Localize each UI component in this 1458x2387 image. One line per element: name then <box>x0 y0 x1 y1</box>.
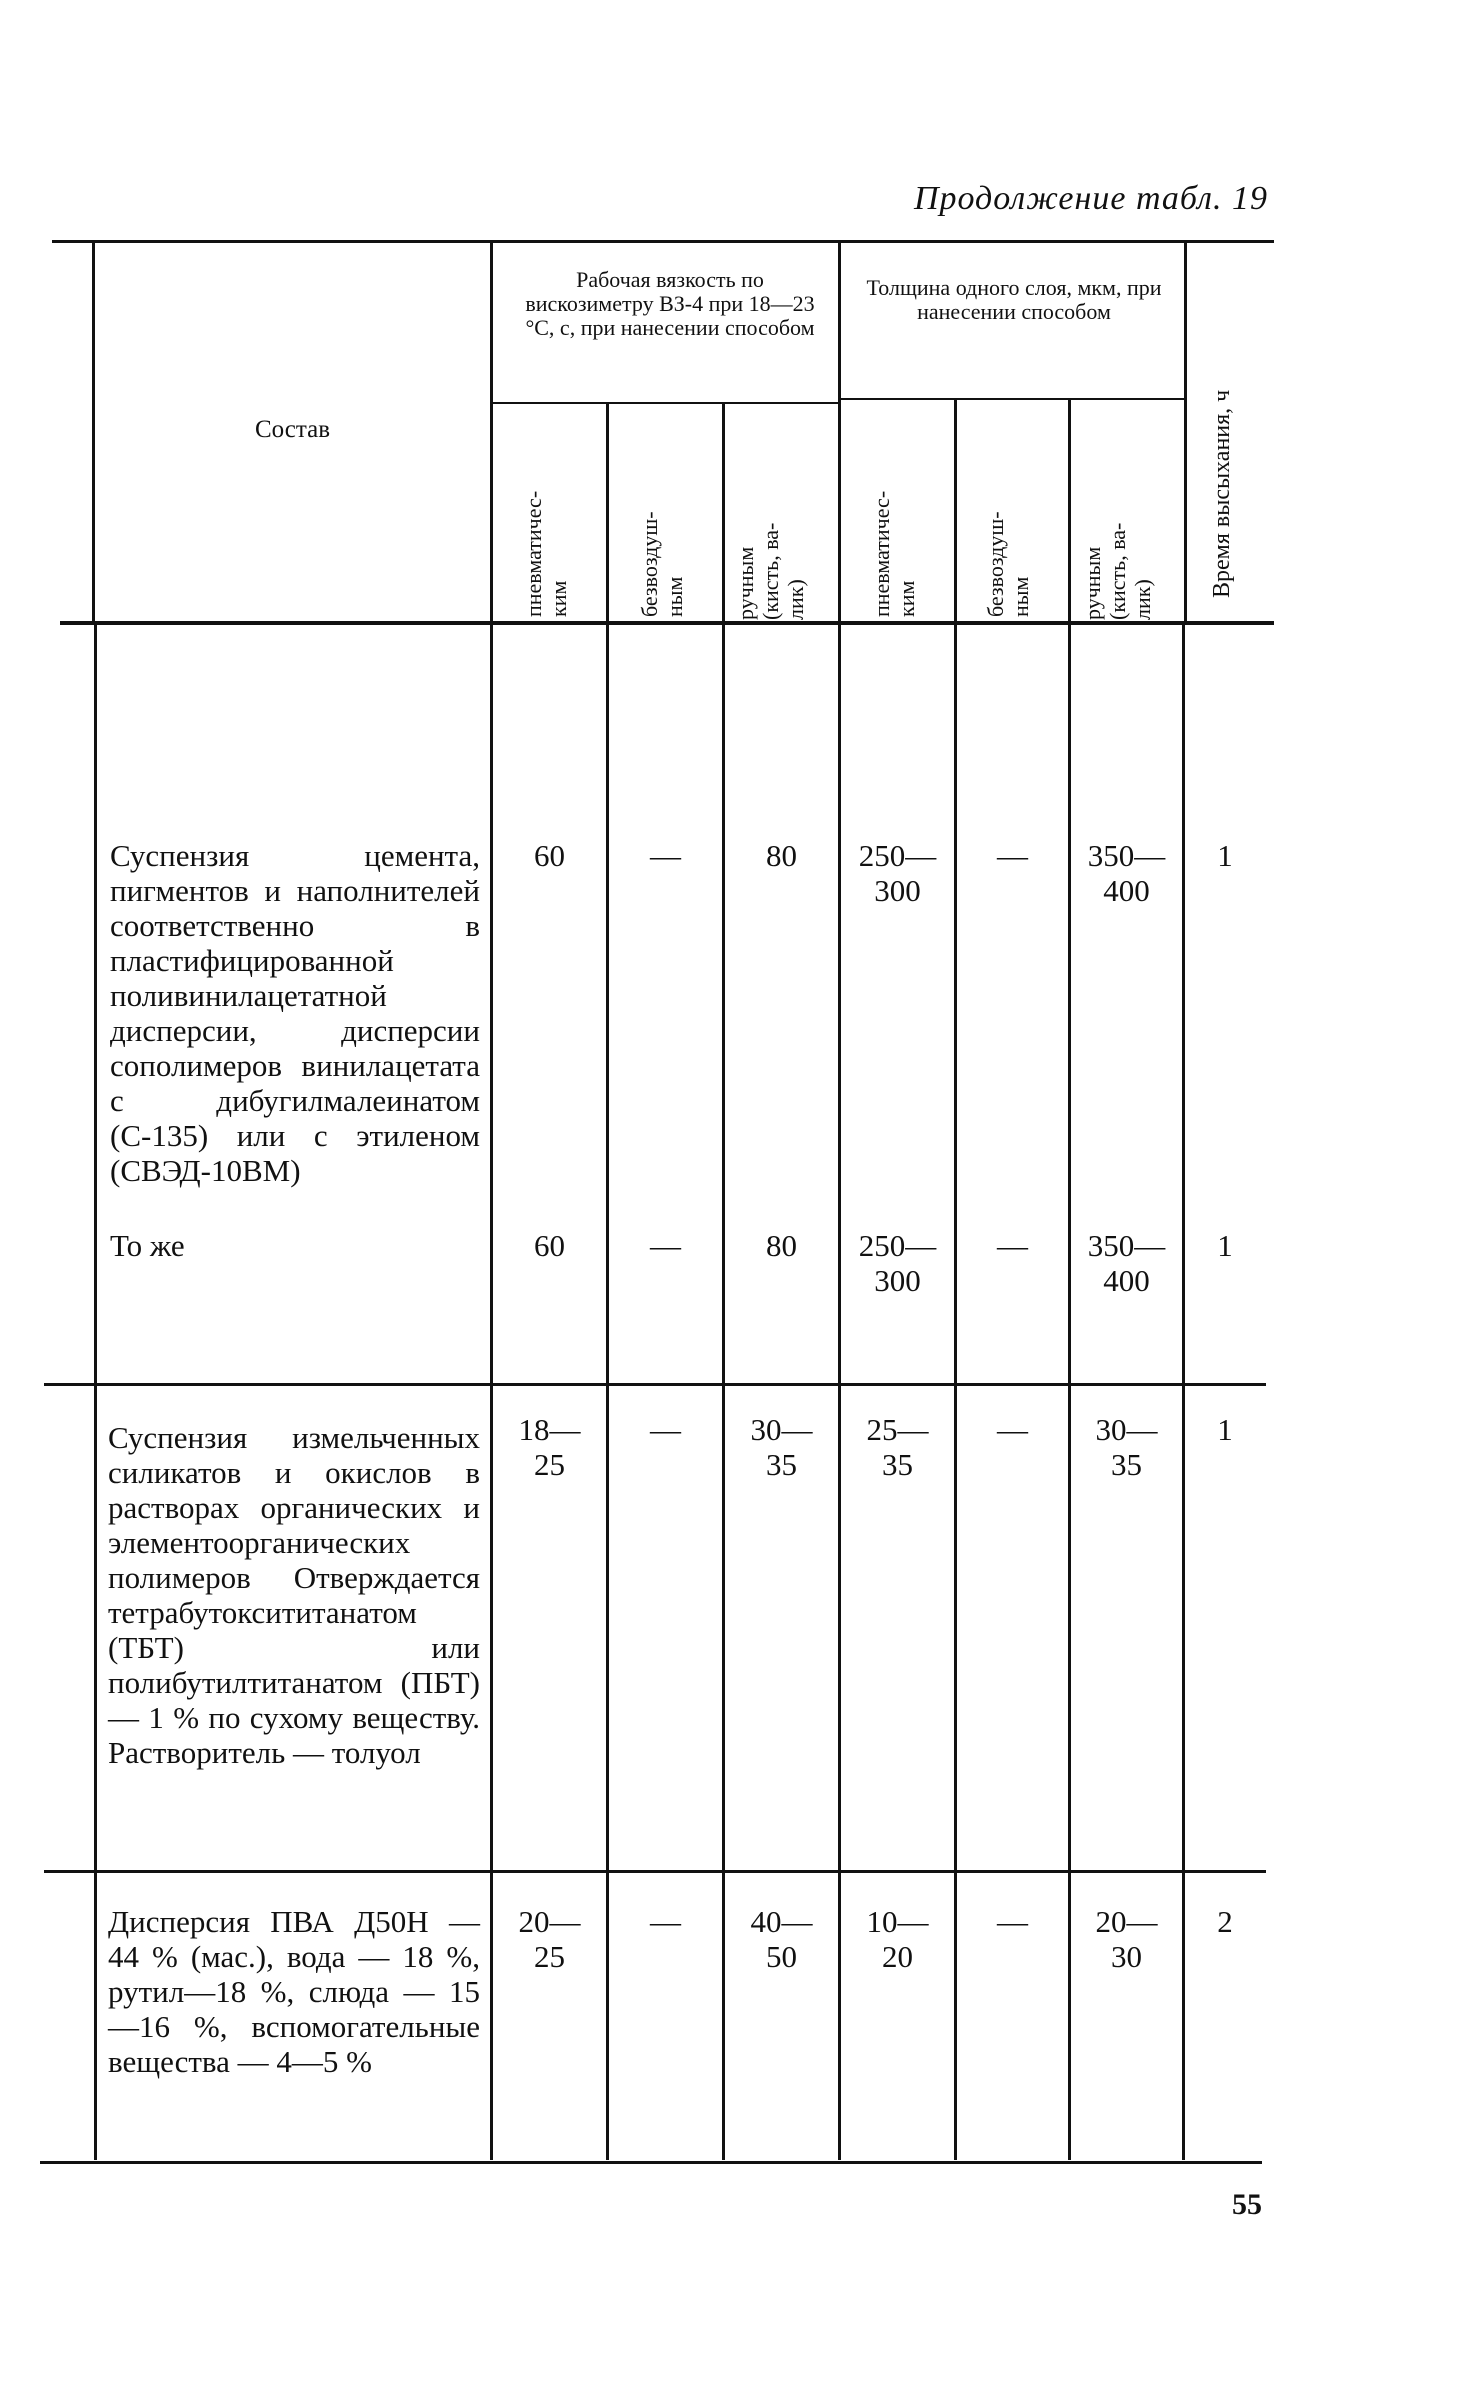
subheader-visc-manual: ручным (кисть, ва- лик) <box>733 522 808 620</box>
row-1-visc-airless: — <box>650 838 681 873</box>
subheader-thick-pneumatic: пневматичес- ким <box>869 490 919 617</box>
row-1-thick-pneumatic: 250— 300 <box>858 838 937 908</box>
column-divider <box>722 404 725 622</box>
row-2-visc-airless: — <box>650 1228 681 1263</box>
subheader-thick-manual: ручным (кисть, ва- лик) <box>1080 522 1155 620</box>
column-header-drying-time: Время высыхания, ч <box>1209 389 1235 598</box>
row-3-thick-pneumatic: 25— 35 <box>866 1412 929 1482</box>
column-divider <box>1184 242 1187 622</box>
row-2-thick-pneumatic: 250— 300 <box>858 1228 937 1298</box>
subheader-visc-airless: безвоздуш- ным <box>637 511 687 617</box>
row-1-visc-manual: 80 <box>766 838 797 873</box>
page-number: 55 <box>1232 2188 1262 2221</box>
row-4-composition <box>108 1904 480 2079</box>
row-4-drying: 2 <box>1217 1904 1233 1939</box>
row-3-visc-airless: — <box>650 1412 681 1447</box>
row-3-thick-airless: — <box>997 1412 1028 1447</box>
row-4-visc-airless: — <box>650 1904 681 1939</box>
row-4-composition-text: Дисперсия ПВА Д50Н — 44 % (мас.), вода — 18 %, рутил—18 %, слюда — 15—16 %, вспомогательные вещества — 4—5 % <box>108 1904 480 2079</box>
row-2-thick-airless: — <box>997 1228 1028 1263</box>
row-3-visc-pneumatic: 18— 25 <box>518 1412 581 1482</box>
row-1-composition-text: Суспензия цемента, пигментов и наполнителей соответственно в пластифицированной поливинилацетатной дисперсии, дисперсии сополимеров винилацетата с дибугилмалеинатом (С-135) или с этиленом (СВЭД-10ВМ) <box>110 838 480 1188</box>
row-1-visc-pneumatic: 60 <box>534 838 565 873</box>
row-4-thick-airless: — <box>997 1904 1028 1939</box>
row-1-thick-manual: 350— 400 <box>1087 838 1166 908</box>
column-header-composition: Состав <box>254 416 331 443</box>
row-2-thick-manual: 350— 400 <box>1087 1228 1166 1298</box>
row-1-composition <box>110 838 480 1188</box>
table-bottom-rule <box>40 2161 1262 2164</box>
row-3-drying: 1 <box>1217 1412 1233 1447</box>
row-2-composition <box>110 1228 480 1263</box>
row-3-thick-manual: 30— 35 <box>1095 1412 1158 1482</box>
row-2-composition-text: То же <box>110 1228 185 1263</box>
row-3-composition <box>108 1420 480 1770</box>
header-bottom-rule <box>60 621 1274 625</box>
column-divider <box>1068 400 1071 622</box>
row-4-thick-manual: 20— 30 <box>1095 1904 1158 1974</box>
row-separator <box>44 1383 1266 1386</box>
row-4-visc-manual: 40— 50 <box>750 1904 813 1974</box>
column-group-thickness: Толщина одного слоя, мкм, при нанесении способом <box>866 275 1162 324</box>
row-1-drying: 1 <box>1217 838 1233 873</box>
subheader-thick-airless: безвоздуш- ным <box>983 511 1033 617</box>
subheader-visc-pneumatic: пневматичес- ким <box>521 490 571 617</box>
table-top-rule <box>52 240 1274 243</box>
row-3-visc-manual: 30— 35 <box>750 1412 813 1482</box>
row-separator <box>44 1870 1266 1873</box>
row-3-composition-text: Суспензия измельченных силикатов и окислов в растворах органических и элементоорганических полимеров Отверждается тетрабутоксититанатом (ТБТ) или полибутилтитанатом (ПБТ) — 1 % по сухому веществу. Растворитель — толуол <box>108 1420 480 1770</box>
column-divider <box>606 404 609 622</box>
row-2-visc-manual: 80 <box>766 1228 797 1263</box>
column-divider <box>490 242 493 622</box>
row-4-visc-pneumatic: 20— 25 <box>518 1904 581 1974</box>
column-divider <box>838 242 841 622</box>
table-left-border <box>94 625 97 2160</box>
row-2-drying: 1 <box>1217 1228 1233 1263</box>
row-2-visc-pneumatic: 60 <box>534 1228 565 1263</box>
row-1-thick-airless: — <box>997 838 1028 873</box>
column-divider <box>954 400 957 622</box>
table-continuation-title: Продолжение табл. 19 <box>913 180 1268 217</box>
row-4-thick-pneumatic: 10— 20 <box>866 1904 929 1974</box>
column-group-viscosity: Рабочая вязкость по вискозиметру ВЗ-4 при 18—23 °С, с, при нанесении способом <box>525 267 815 340</box>
